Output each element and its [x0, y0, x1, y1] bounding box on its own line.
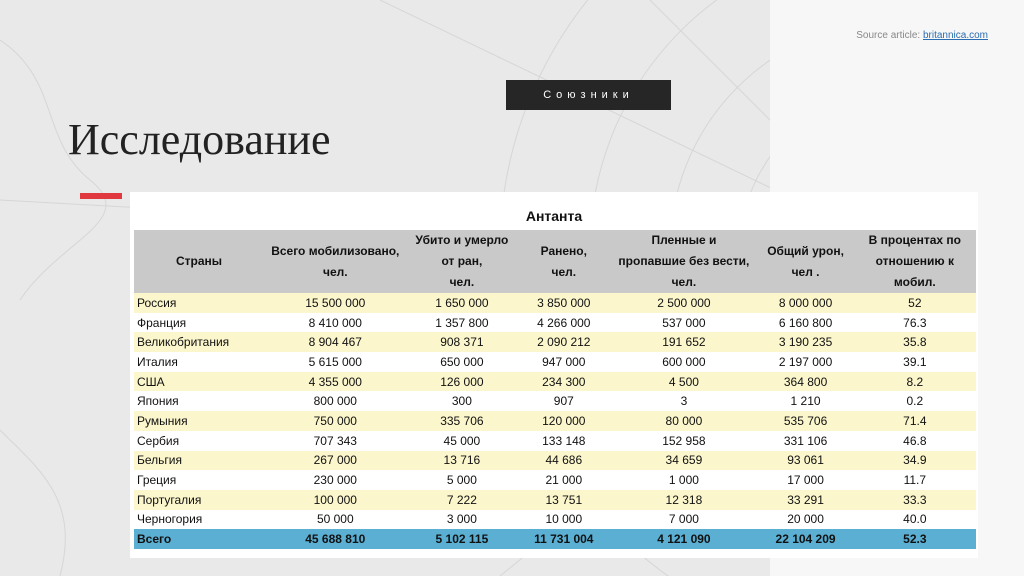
value-cell: 34.9: [854, 451, 976, 471]
value-cell: 267 000: [264, 451, 406, 471]
value-cell: 133 148: [517, 431, 610, 451]
country-cell: Всего: [134, 529, 264, 549]
value-cell: 126 000: [407, 372, 518, 392]
value-cell: 20 000: [757, 510, 853, 530]
column-header: Страны: [134, 230, 264, 293]
column-header: Ранено, чел.: [517, 230, 610, 293]
table-row: [134, 313, 976, 333]
accent-bar: [80, 193, 122, 199]
value-cell: 8 904 467: [264, 332, 406, 352]
value-cell: 11.7: [854, 470, 976, 490]
country-cell: Сербия: [134, 431, 264, 451]
value-cell: 191 652: [610, 332, 757, 352]
country-cell: Бельгия: [134, 451, 264, 471]
value-cell: 535 706: [757, 411, 853, 431]
value-cell: 600 000: [610, 352, 757, 372]
value-cell: 0.2: [854, 391, 976, 411]
value-cell: 4 266 000: [517, 313, 610, 333]
table-row: [134, 490, 976, 510]
value-cell: 46.8: [854, 431, 976, 451]
value-cell: 5 102 115: [407, 529, 518, 549]
source-prefix: Source article:: [856, 30, 921, 41]
value-cell: 39.1: [854, 352, 976, 372]
value-cell: 1 000: [610, 470, 757, 490]
country-cell: Россия: [134, 293, 264, 313]
value-cell: 5 000: [407, 470, 518, 490]
value-cell: 152 958: [610, 431, 757, 451]
table-row: [134, 293, 976, 313]
table-row: [134, 332, 976, 352]
value-cell: 8 000 000: [757, 293, 853, 313]
value-cell: 2 500 000: [610, 293, 757, 313]
value-cell: 3 000: [407, 510, 518, 530]
value-cell: 52.3: [854, 529, 976, 549]
value-cell: 707 343: [264, 431, 406, 451]
value-cell: 4 121 090: [610, 529, 757, 549]
column-header: Общий урон, чел .: [757, 230, 853, 293]
value-cell: 537 000: [610, 313, 757, 333]
table-caption: Антанта: [525, 208, 583, 224]
table-card: [130, 192, 978, 558]
table-row: [134, 451, 976, 471]
value-cell: 2 197 000: [757, 352, 853, 372]
value-cell: 11 731 004: [517, 529, 610, 549]
value-cell: 8.2: [854, 372, 976, 392]
value-cell: 650 000: [407, 352, 518, 372]
value-cell: 15 500 000: [264, 293, 406, 313]
value-cell: 7 000: [610, 510, 757, 530]
value-cell: 120 000: [517, 411, 610, 431]
value-cell: 71.4: [854, 411, 976, 431]
value-cell: 750 000: [264, 411, 406, 431]
column-header: В процентах по отношению к мобил.: [854, 230, 976, 293]
value-cell: 80 000: [610, 411, 757, 431]
value-cell: 40.0: [854, 510, 976, 530]
header-row: [134, 230, 976, 293]
value-cell: 300: [407, 391, 518, 411]
losses-table: [134, 230, 976, 549]
value-cell: 76.3: [854, 313, 976, 333]
value-cell: 331 106: [757, 431, 853, 451]
value-cell: 1 650 000: [407, 293, 518, 313]
value-cell: 45 000: [407, 431, 518, 451]
value-cell: 234 300: [517, 372, 610, 392]
value-cell: 230 000: [264, 470, 406, 490]
value-cell: 364 800: [757, 372, 853, 392]
value-cell: 33.3: [854, 490, 976, 510]
value-cell: 100 000: [264, 490, 406, 510]
value-cell: 13 716: [407, 451, 518, 471]
page-title: Исследование: [68, 115, 331, 164]
country-cell: Италия: [134, 352, 264, 372]
value-cell: 3 850 000: [517, 293, 610, 313]
value-cell: 800 000: [264, 391, 406, 411]
column-header: Всего мобилизовано, чел.: [264, 230, 406, 293]
table-row: [134, 431, 976, 451]
country-cell: Франция: [134, 313, 264, 333]
table-row: [134, 470, 976, 490]
value-cell: 17 000: [757, 470, 853, 490]
value-cell: 2 090 212: [517, 332, 610, 352]
country-cell: Япония: [134, 391, 264, 411]
country-cell: Черногория: [134, 510, 264, 530]
value-cell: 13 751: [517, 490, 610, 510]
value-cell: 4 500: [610, 372, 757, 392]
value-cell: 3 190 235: [757, 332, 853, 352]
table-row: [134, 510, 976, 530]
value-cell: 10 000: [517, 510, 610, 530]
country-cell: США: [134, 372, 264, 392]
value-cell: 50 000: [264, 510, 406, 530]
value-cell: 908 371: [407, 332, 518, 352]
table-row: [134, 352, 976, 372]
value-cell: 45 688 810: [264, 529, 406, 549]
value-cell: 7 222: [407, 490, 518, 510]
value-cell: 44 686: [517, 451, 610, 471]
source-line: [856, 30, 988, 41]
value-cell: 33 291: [757, 490, 853, 510]
value-cell: 947 000: [517, 352, 610, 372]
value-cell: 34 659: [610, 451, 757, 471]
allies-tag: Союзники: [506, 80, 671, 110]
value-cell: 1 210: [757, 391, 853, 411]
country-cell: Великобритания: [134, 332, 264, 352]
country-cell: Португалия: [134, 490, 264, 510]
value-cell: 93 061: [757, 451, 853, 471]
value-cell: 1 357 800: [407, 313, 518, 333]
value-cell: 22 104 209: [757, 529, 853, 549]
country-cell: Греция: [134, 470, 264, 490]
value-cell: 4 355 000: [264, 372, 406, 392]
table-row: [134, 391, 976, 411]
value-cell: 5 615 000: [264, 352, 406, 372]
source-link[interactable]: britannica.com: [922, 30, 988, 41]
value-cell: 8 410 000: [264, 313, 406, 333]
value-cell: 12 318: [610, 490, 757, 510]
table-row: [134, 411, 976, 431]
column-header: Пленные и пропавшие без вести, чел.: [610, 230, 757, 293]
column-header: Убито и умерло от ран, чел.: [407, 230, 518, 293]
value-cell: 907: [517, 391, 610, 411]
table-body: [134, 293, 976, 549]
value-cell: 21 000: [517, 470, 610, 490]
value-cell: 3: [610, 391, 757, 411]
value-cell: 335 706: [407, 411, 518, 431]
total-row: [134, 529, 976, 549]
country-cell: Румыния: [134, 411, 264, 431]
value-cell: 35.8: [854, 332, 976, 352]
value-cell: 6 160 800: [757, 313, 853, 333]
value-cell: 52: [854, 293, 976, 313]
table-row: [134, 372, 976, 392]
